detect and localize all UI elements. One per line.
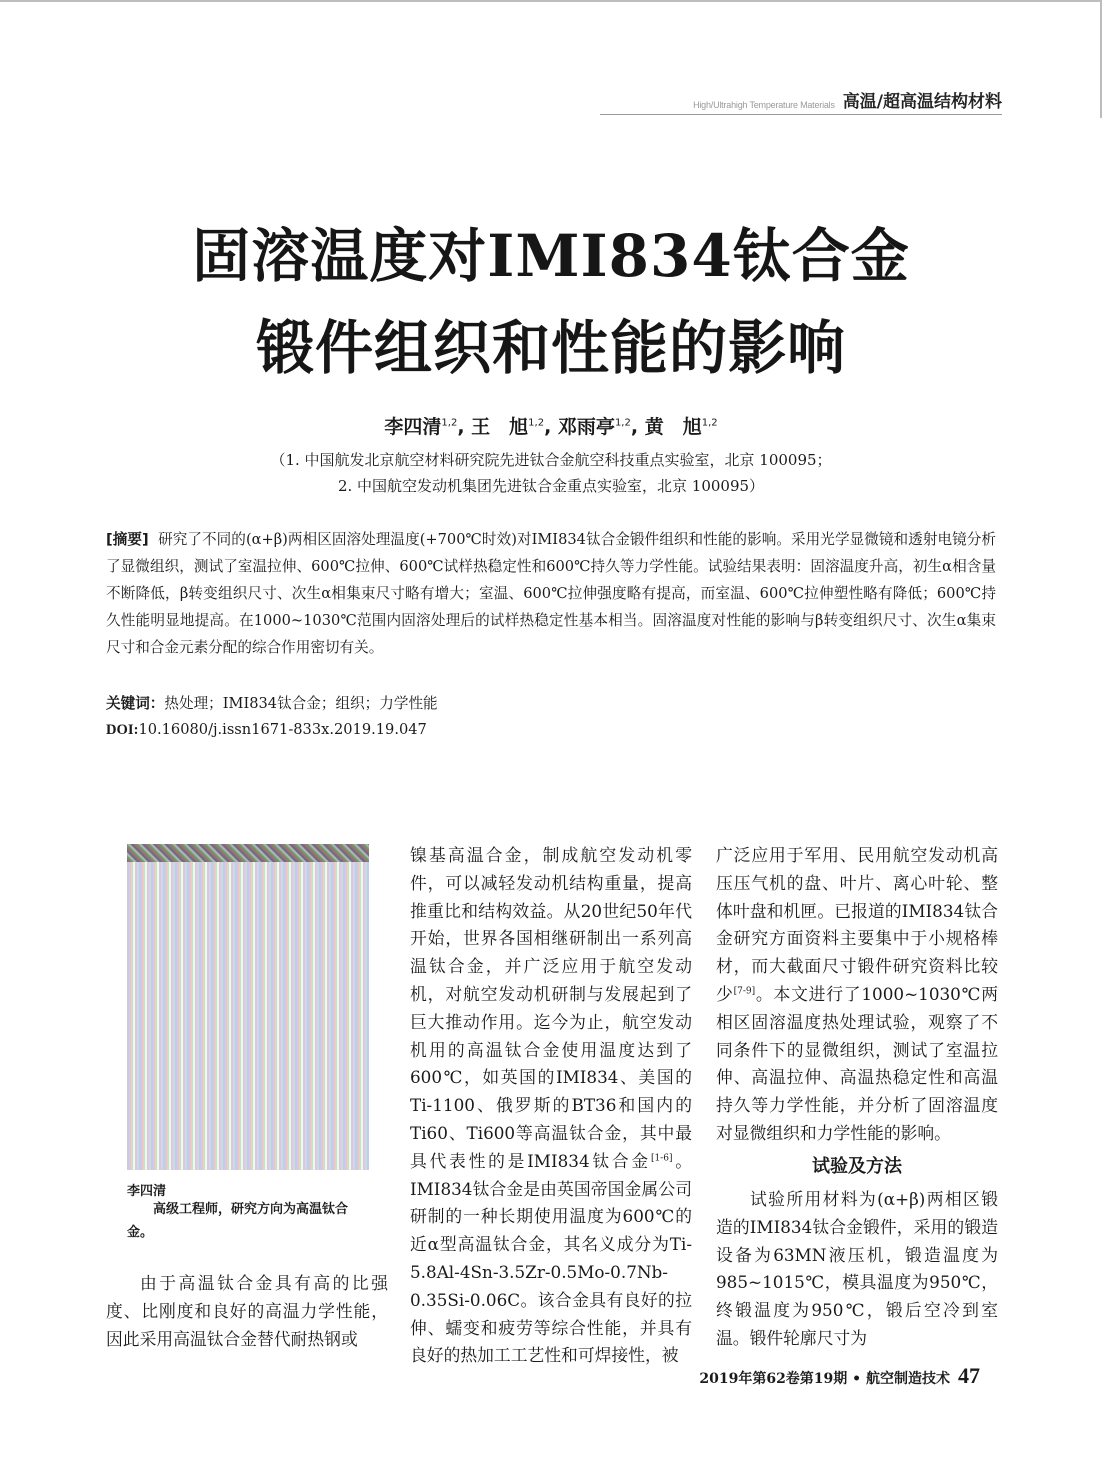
header-english: High/Ultrahigh Temperature Materials	[693, 100, 835, 110]
body-column-3-methods: 试验所用材料为(α+β)两相区锻造的IMI834钛合金锻件，采用的锻造设备为63MN液压机，锻造温度为985~1015℃，模具温度为950℃，终锻温度为950℃，锻后空冷到室温。锻件轮廓尺寸为	[716, 1189, 998, 1348]
author-affil-mark: 1,2	[528, 417, 545, 429]
author: 邓雨亭	[557, 416, 615, 438]
keywords-label: 关键词：	[106, 695, 165, 712]
affiliation-1: （1. 中国航发北京航空材料研究院先进钛合金航空科技重点实验室，北京 100095；	[270, 451, 832, 469]
author: 李四清	[384, 416, 442, 438]
abstract	[106, 526, 996, 661]
body-text: 。IMI834钛合金是由英国帝国金属公司研制的一种长期使用温度为600℃的近α型高温钛合金，其名义成分为Ti-5.8Al-4Sn-3.5Zr-0.5Mo-0.7Nb-0.35Si-0.06C。该合金具有良好的拉伸、蠕变和疲劳等综合性能，并具有良好的热加工工艺性和可焊接性，被	[410, 1150, 692, 1366]
body-text: 。本文进行了1000~1030℃两相区固溶温度热处理试验，观察了不同条件下的显微组织，测试了室温拉伸、高温拉伸、高温热稳定性和高温持久等力学性能，并分析了固溶温度对显微组织和力学性能的影响。	[716, 983, 998, 1143]
doi	[106, 717, 996, 743]
citation: [1-6]	[650, 1153, 673, 1164]
body-text: 广泛应用于军用、民用航空发动机高压压气机的盘、叶片、离心叶轮、整体叶盘和机匣。已报道的IMI834钛合金研究方面资料主要集中于小规格棒材，而大截面尺寸锻件研究资料比较少	[716, 845, 998, 1004]
author-affil-mark: 1,2	[701, 417, 718, 429]
bio-name: 李四清	[127, 1184, 167, 1199]
authors: 李四清$^{1,2}$, 王 旭$^{1,2}$, 邓雨亭$^{1,2}$, 黄 旭$^{1,2}$	[384, 416, 718, 438]
body-column-3	[716, 842, 998, 1148]
author-affil-mark: 1,2	[441, 417, 458, 429]
author: 黄 旭	[644, 416, 702, 438]
header-chinese: 高温/超高温结构材料	[842, 92, 1002, 112]
footer-journal: 2019年第62卷第19期 • 航空制造技术	[699, 1371, 950, 1387]
page-number: 47	[958, 1363, 980, 1388]
author-affil-mark: 1,2	[614, 417, 631, 429]
author-photo	[127, 844, 369, 1170]
keywords	[106, 691, 996, 717]
doi-text: 10.16080/j.issn1671-833x.2019.19.047	[138, 721, 427, 738]
author: 王 旭	[471, 416, 529, 438]
affiliation-2: 2. 中国航空发动机集团先进钛合金重点实验室，北京 100095）	[337, 477, 765, 495]
title-line-1: 固溶温度对IMI834钛合金	[192, 222, 910, 290]
top-border	[0, 0, 1102, 2]
body-text: 镍基高温合金，制成航空发动机零件，可以减轻发动机结构重量，提高推重比和结构效益。从20世纪50年代开始，世界各国相继研制出一系列高温钛合金，并广泛应用于航空发动机，对航空发动机研制与发展起到了巨大推动作用。迄今为止，航空发动机用的高温钛合金使用温度达到了600℃，如英国的IMI834、美国的Ti-1100、俄罗斯的BT36和国内的Ti60、Ti600等高温钛合金，其中最具代表性的是IMI834钛合金	[410, 845, 692, 1171]
abstract-label: [摘要]	[106, 531, 149, 548]
footer	[699, 1363, 980, 1389]
section-heading: 试验及方法	[812, 1156, 902, 1177]
title-line-2: 锻件组织和性能的影响	[255, 314, 846, 382]
abstract-text: 研究了不同的(α+β)两相区固溶处理温度(+700℃时效)对IMI834钛合金锻件组织和性能的影响。采用光学显微镜和透射电镜分析了显微组织，测试了室温拉伸、600℃拉伸、600℃试样热稳定性和600℃持久等力学性能。试验结果表明：固溶温度升高，初生α相含量不断降低，β转变组织尺寸、次生α相集束尺寸略有增大；室温、600℃拉伸强度略有提高，而室温、600℃拉伸塑性略有降低；600℃持久性能明显地提高。在1000~1030℃范围内固溶处理后的试样热稳定性基本相当。固溶温度对性能的影响与β转变组织尺寸、次生α集束尺寸和合金元素分配的综合作用密切有关。	[106, 531, 996, 656]
doi-label: DOI:	[106, 722, 139, 738]
body-column-1: 由于高温钛合金具有高的比强度、比刚度和良好的高温力学性能，因此采用高温钛合金替代耐热钢或	[106, 1273, 388, 1349]
photo-noise	[127, 844, 369, 862]
bio-text: 高级工程师，研究方向为高温钛合金。	[127, 1202, 349, 1240]
citation: [7-9]	[733, 986, 756, 997]
running-header	[600, 92, 1002, 115]
keywords-text: 热处理；IMI834钛合金；组织；力学性能	[164, 695, 438, 712]
body-column-2	[410, 842, 692, 1370]
